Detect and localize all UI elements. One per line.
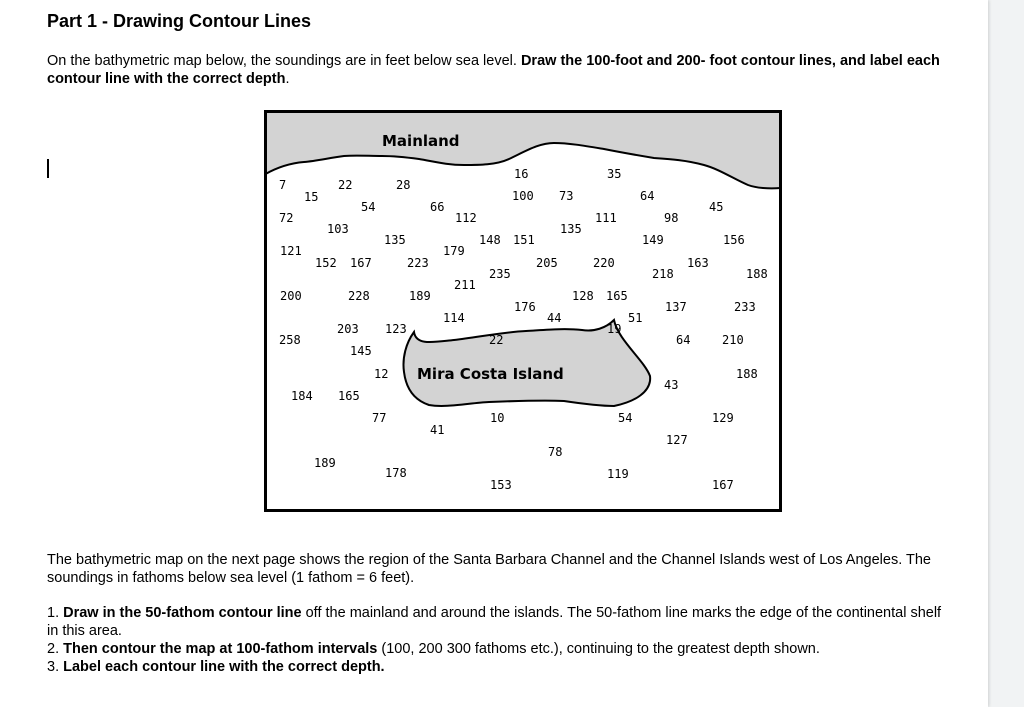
sounding: 233: [734, 300, 756, 314]
sounding: 167: [712, 478, 734, 492]
sounding: 43: [664, 378, 679, 392]
sounding: 123: [385, 322, 407, 336]
instruction-3: [47, 658, 947, 676]
sounding: 211: [454, 278, 476, 292]
sounding: 12: [374, 367, 389, 381]
sounding: 73: [559, 189, 574, 203]
mainland-label: Mainland: [382, 132, 460, 150]
sounding: 54: [618, 411, 633, 425]
sounding: 78: [548, 445, 563, 459]
intro-instruction: Draw the 100-foot and 200- foot contour lines, and label each contour line with the correct depth: [47, 53, 940, 87]
sounding: 156: [723, 233, 745, 247]
sounding: 188: [736, 367, 758, 381]
sounding: 44: [547, 311, 562, 325]
section-heading: Part 1 - Drawing Contour Lines: [47, 11, 312, 31]
sounding: 135: [560, 222, 582, 236]
sounding: 228: [348, 289, 370, 303]
sounding: 205: [536, 256, 558, 270]
sounding: 45: [709, 200, 724, 214]
sounding: 51: [628, 311, 643, 325]
intro-paragraph: [47, 52, 947, 88]
sounding: 165: [606, 289, 628, 303]
sounding: 137: [665, 300, 687, 314]
sounding: 15: [304, 190, 319, 204]
sounding: 19: [607, 322, 622, 336]
sounding: 184: [291, 389, 313, 403]
intro-period: .: [285, 71, 290, 87]
sounding: 163: [687, 256, 709, 270]
sounding: 114: [443, 311, 465, 325]
sounding: 98: [664, 211, 679, 225]
instruction-2: [47, 640, 947, 658]
sounding: 77: [372, 411, 387, 425]
sounding: 22: [489, 333, 504, 347]
instruction-1-bold: Draw in the 50-fathom contour line: [63, 605, 302, 621]
sounding: 128: [572, 289, 594, 303]
intro-text: On the bathymetric map below, the soundings are in feet below sea level.: [47, 53, 521, 69]
text-cursor: [47, 159, 49, 178]
sounding: 258: [279, 333, 301, 347]
sounding: 112: [455, 211, 477, 225]
sounding: 135: [384, 233, 406, 247]
sounding: 200: [280, 289, 302, 303]
sounding: 203: [337, 322, 359, 336]
sounding: 189: [314, 456, 336, 470]
sounding: 41: [430, 423, 445, 437]
sounding: 100: [512, 189, 534, 203]
sounding: 54: [361, 200, 376, 214]
sounding: 22: [338, 178, 353, 192]
sounding: 167: [350, 256, 372, 270]
sounding: 127: [666, 433, 688, 447]
sounding: 111: [595, 211, 617, 225]
instruction-2-number: 2.: [47, 641, 64, 657]
sounding: 10: [490, 411, 505, 425]
instruction-2-rest: (100, 200 300 fathoms etc.), continuing to the greatest depth shown.: [377, 641, 820, 657]
sounding: 103: [327, 222, 349, 236]
sounding: 129: [712, 411, 734, 425]
instruction-3-bold: Label each contour line with the correct depth.: [63, 659, 385, 675]
sounding: 119: [607, 467, 629, 481]
sounding: 210: [722, 333, 744, 347]
sounding: 28: [396, 178, 411, 192]
sounding: 64: [640, 189, 655, 203]
sounding: 153: [490, 478, 512, 492]
bathymetric-map-svg: [264, 110, 782, 512]
sounding: 223: [407, 256, 429, 270]
sounding: 218: [652, 267, 674, 281]
instruction-1-rest: off the mainland and around the islands. The 50-fathom line marks the edge of the continental shelf in this area.: [47, 605, 942, 639]
sounding: 188: [746, 267, 768, 281]
instruction-1-number: 1.: [47, 605, 64, 621]
sounding: 176: [514, 300, 536, 314]
sounding: 7: [279, 178, 287, 192]
sounding: 148: [479, 233, 501, 247]
sounding: 121: [280, 244, 302, 258]
sounding: 149: [642, 233, 664, 247]
sounding: 179: [443, 244, 465, 258]
sounding: 72: [279, 211, 294, 225]
instruction-1: [47, 604, 947, 640]
part2-intro-paragraph: The bathymetric map on the next page shows the region of the Santa Barbara Channel and the Channel Islands west of Los Angeles. The soundings in fathoms below sea level (1 fathom = 6 feet).: [47, 552, 931, 586]
sounding: 235: [489, 267, 511, 281]
sounding: 178: [385, 466, 407, 480]
instruction-3-number: 3.: [47, 659, 64, 675]
sounding: 151: [513, 233, 535, 247]
island-label: Mira Costa Island: [417, 365, 564, 383]
sounding: 145: [350, 344, 372, 358]
sounding: 16: [514, 167, 529, 181]
sounding: 189: [409, 289, 431, 303]
sounding: 152: [315, 256, 337, 270]
sounding: 165: [338, 389, 360, 403]
sounding: 220: [593, 256, 615, 270]
bathymetric-map: [264, 110, 782, 512]
instruction-2-bold: Then contour the map at 100-fathom intervals: [63, 641, 378, 657]
sounding: 64: [676, 333, 691, 347]
sounding: 66: [430, 200, 445, 214]
sounding: 35: [607, 167, 622, 181]
